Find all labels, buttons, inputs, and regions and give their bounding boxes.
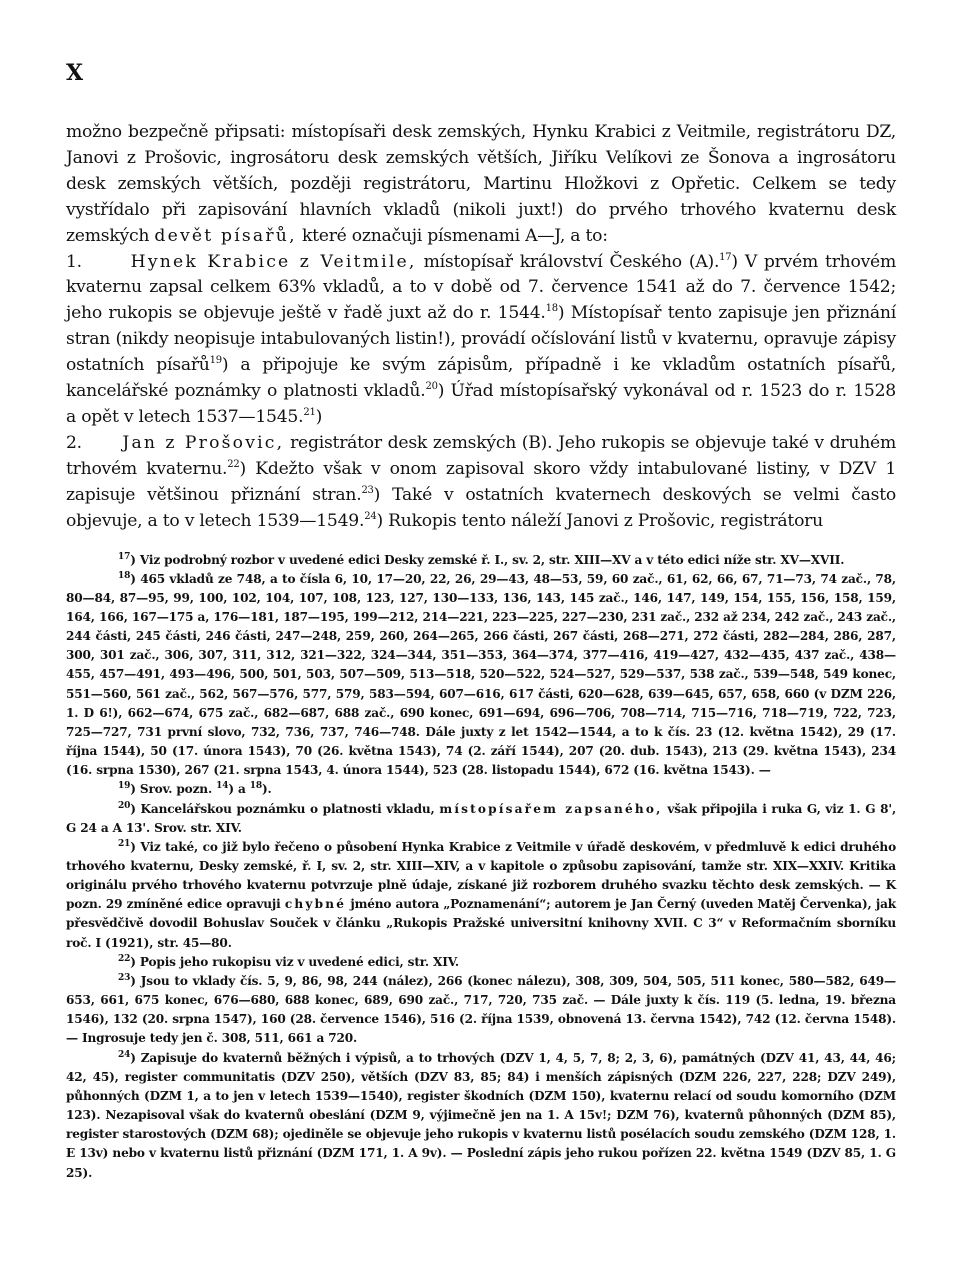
footnote-mark: 21 [118,838,131,849]
footnote-ref: 20 [425,381,438,393]
intro-end: které označuji písmenami A—J, a to: [301,225,608,246]
footnote-text: ) Viz také, co již bylo řečeno o působení Hynka Krabice z Veitmile v úřadě deskovém, v předmluvě k edici druhého trhového kvaternu, Desky zemské, ř. I, sv. 2, str. XIII—XIV, a v kapitole o způsobu zapisování, tamže str. XIX—XXIV. Kritika originálu prvého trhového kvaternu potvrzuje plně údaje, získané již rozborem druhého svazku těchto desk zemských. — K pozn. 29 zmíněné edice opravuji [66,839,896,912]
footnote-mark: 23 [118,972,131,983]
item-number: 1. [66,251,82,272]
footnote-24 [66,1049,896,1183]
spaced-emphasis: chybné [284,897,347,912]
footnote-ref: 21 [303,406,316,418]
footnote-text: ) Kancelářskou poznámku o platnosti vkladu, [130,801,435,816]
footnote-text: jméno autora „Poznamenání“; autorem je Jan Černý (uveden Matěj Červenka), jak přesvědčivě dovodil Bohuslav Souček v článku „Rukopis Pražské universitní knihovny XVII. C 3“ v Reformačním sborníku roč. I (1921), str. 45—80. [66,897,896,950]
footnote-text: ) Popis jeho rukopisu viz v uvedené edici, str. XIV. [130,954,459,969]
footnote-text: ). [261,782,272,797]
footnote-text: ) Jsou to vklady čís. 5, 9, 86, 98, 244 (nález), 266 (konec nálezu), 308, 309, 504, 505, 511 konec, 580—582, 649—653, 661, 675 konec, 676—680, 688 konec, 689, 690 zač., 717, 720, 735 zač. — Dále juxty k čís. 119 (5. ledna, 19. března 1546), 132 (20. srpna 1547), 160 (28. července 1546), 516 (2. října 1539, obnovená 13. června 1542), 742 (12. června 1548). — Ingrosuje tedy jen č. 308, 511, 661 a 720. [66,973,896,1046]
scribe-text: Úřad místopísařský vykonával od r. 1523 do r. 1528 a opět v letech 1537—1545. [66,381,896,427]
footnote-text: ) Srov. pozn. [130,782,213,797]
footnote-ref: 22 [227,458,240,470]
footnote-ref: 18 [545,303,558,315]
footnote-mark: 17 [118,551,131,562]
footnote-text: ) Zapisuje do kvaternů běžných i výpisů, a to trhových (DZV 1, 4, 5, 7, 8; 2, 3, 6), památných (DZV 41, 43, 44, 46; 42, 45), register communitatis (DZV 250), větších (DZV 83, 85; 84) i menších zápisných (DZM 226, 227, 228; DZV 249), půhonných (DZM 1, a to jen v letech 1539—1540), register škodních (DZM 150), kvaternu relací od soudu komorního (DZM 123). Nezapisoval však do kvaternů obeslání (DZM 9, výjimečně jen na 1. A 15v!; DZM 76), kvaternů půhonných (DZM 85), register starostových (DZM 68); ojediněle se objevuje jeho rukopis v kvaternu listů posélacích soudu zemského (DZM 128, 1. E 13v) nebo v kvaternu listů přiznání (DZM 171, 1. A 9v). — Poslední zápis jeho rukou pořízen 22. května 1549 (DZV 85, 1. G 25). [66,1050,896,1180]
footnote-22 [66,953,896,972]
paragraph-scribe-a: 1. Hynek Krabice z Veitmile, místopísař království Českého (A).$^{17}$) V prvém trhovém kvaternu zapsal celkem 63% vkladů, a to v době od 7. července 1541 až do 7. července 1542; jeho rukopis se objevuje ještě v řadě juxt až do r. 1544.18) Místopísař tento zapisuje jen přiznání stran (nikdy neopisuje intabulovaných listin!), provádí očíslování listů v kvaternu, opravuje zápisy ostatních písařů$^{19}$) a připojuje ke svým zápisům, případně i ke vkladům ostatních písařů, kancelářské poznámky o platnosti vkladů.$^{20}$) Úřad místopísařský vykonával od r. 1523 do r. 1528 a opět v letech 1537—1545.21) [66,251,897,427]
footnote-23 [66,972,896,1049]
paragraph-scribe-b: 2. Jan z Prošovic, registrátor desk zemských (B). Jeho rukopis se objevuje také v druhém trhovém kvaternu.$^{22}$) Kdežto však v onom zapisoval skoro vždy intabulované listiny, v DZV 1 zapisuje většinou přiznání stran.$^{23}$) Také v ostatních kvaternech deskových se velmi často objevuje, a to v letech 1539—1549.24) Rukopis tento náleží Janovi z Prošovic, registrátoru [66,432,897,531]
scribe-text: V prvém trhovém kvaternu zapsal celkem 63% vkladů, a to v době od 7. července 1541 až do 7. července 1542; jeho rukopis se objevuje ještě v řadě juxt až do r. 1544. [66,251,897,324]
footnote-18 [66,570,896,781]
footnote-21 [66,838,896,953]
paragraph-intro [66,120,896,250]
footnote-mark: 19 [118,781,131,792]
footnote-ref: 24 [364,510,377,522]
page [66,60,896,1183]
footnote-mark: 20 [118,800,131,811]
footnote-ref: 23 [361,484,374,496]
footnote-text: ) 465 vkladů ze 748, a to čísla 6, 10, 17—20, 22, 26, 29—43, 48—53, 59, 60 zač., 61, 62, 66, 67, 71—73, 74 zač., 78, 80—84, 87—95, 99, 100, 102, 104, 107, 108, 123, 127, 130—133, 136, 143, 145 zač., 146, 147, 149, 154, 155, 156, 158, 159, 164, 166, 167—175 a, 176—181, 187—195, 199—212, 214—221, 223—225, 227—230, 231 zač., 232 až 234, 242 zač., 243 zač., 244 části, 245 části, 246 části, 247—248, 259, 260, 264—265, 266 části, 267 části, 268—271, 272 části, 282—284, 286, 287, 300, 301 zač., 306, 307, 311, 312, 321—322, 324—344, 351—353, 364—374, 377—416, 419—427, 432—435, 437 zač., 438—455, 457—491, 493—496, 500, 501, 503, 507—509, 513—518, 520—522, 524—527, 529—537, 538 zač., 539—548, 549 konec, 551—560, 561 zač., 562, 567—576, 577, 579, 583—594, 607—616, 617 části, 620—628, 639—645, 657, 658, 660 (v DZM 226, 1. D 6!), 662—674, 675 zač., 682—687, 688 zač., 690 konec, 691—694, 696—706, 708—714, 715—716, 718—719, 722, 723, 725—727, 731 první slovo, 732, 736, 737, 746—748. Dále juxty z let 1542—1544, a to k čís. 23 (12. května 1542), 29 (17. října 1544), 50 (17. února 1543), 70 (26. května 1543), 74 (2. září 1544), 207 (20. dub. 1543), 213 (29. května 1543), 234 (16. srpna 1530), 267 (21. srpna 1543, 4. února 1544), 523 (28. listopadu 1544), 672 (16. května 1543). — [66,571,896,778]
scribe-name: Jan z Prošovic, [122,432,285,453]
spaced-emphasis: místopísařem zapsaného, [439,801,663,816]
scribe-text: místopísař království Českého (A). [423,251,720,272]
scribe-text: registrátor desk zemských (B). Jeho rukopis se objevuje také v druhém trhovém kvaternu. [66,432,896,479]
footnote-mark: 24 [118,1049,131,1060]
footnote-ref: 19 [209,355,222,367]
scribe-text: Kdežto však v onom zapisoval skoro vždy intabulované listiny, v DZV 1 zapisuje většinou přiznání stran. [66,458,897,505]
footnote-mark: 18 [118,570,131,581]
footnote-text: ) a [228,782,246,797]
page-folio: X [66,60,85,86]
spaced-emphasis: devět písařů, [154,225,297,246]
scribe-text: Místopísař tento zapisuje jen přiznání stran (nikdy neopisuje intabulovaných listin!), provádí očíslování listů v kvaternu, opravuje zápisy ostatních písařů [66,303,896,376]
footnote-19 [66,780,896,799]
scribe-text: a připojuje ke svým zápisům, případně i ke vkladům ostatních písařů, kancelářské poznámky o platnosti vkladů. [66,355,897,402]
scribe-text: Také v ostatních kvaternech deskových se velmi často objevuje, a to v letech 1539—1549. [66,484,897,531]
footnote-17 [66,551,896,570]
footnote-ref: 17 [719,251,732,263]
scribe-name: Hynek Krabice z Veitmile, [130,251,417,272]
main-text [66,120,896,535]
footnote-ref: 14 [216,781,229,792]
scribe-text: Rukopis tento náleží Janovi z Prošovic, registrátoru [388,510,823,531]
footnote-text: ) Viz podrobný rozbor v uvedené edici Desky zemské ř. I., sv. 2, str. XIII—XV a v této edici níže str. XV—XVII. [130,552,845,567]
intro-text: možno bezpečně připsati: místopísaři desk zemských, Hynku Krabici z Veitmile, registrátoru DZ, Janovi z Prošovic, ingrosátoru desk zemských větších, Jiříku Velíkovi ze Šonova a ingrosátoru desk zemských větších, později registrátoru, Martinu Hložkovi z Opřetic. Celkem se tedy vystřídalo při zapisování hlavních vkladů (nikoli juxt!) do prvého trhového kvaternu desk zemských [66,122,896,246]
footnote-mark: 22 [118,953,131,964]
footnote-20 [66,800,896,838]
item-number: 2. [66,432,82,453]
footnotes [66,551,896,1183]
footnote-ref: 18 [249,781,262,792]
footnote-text: však připojila i ruka G, viz 1. G 8', G 24 a A 13'. Srov. str. XIV. [66,801,896,835]
